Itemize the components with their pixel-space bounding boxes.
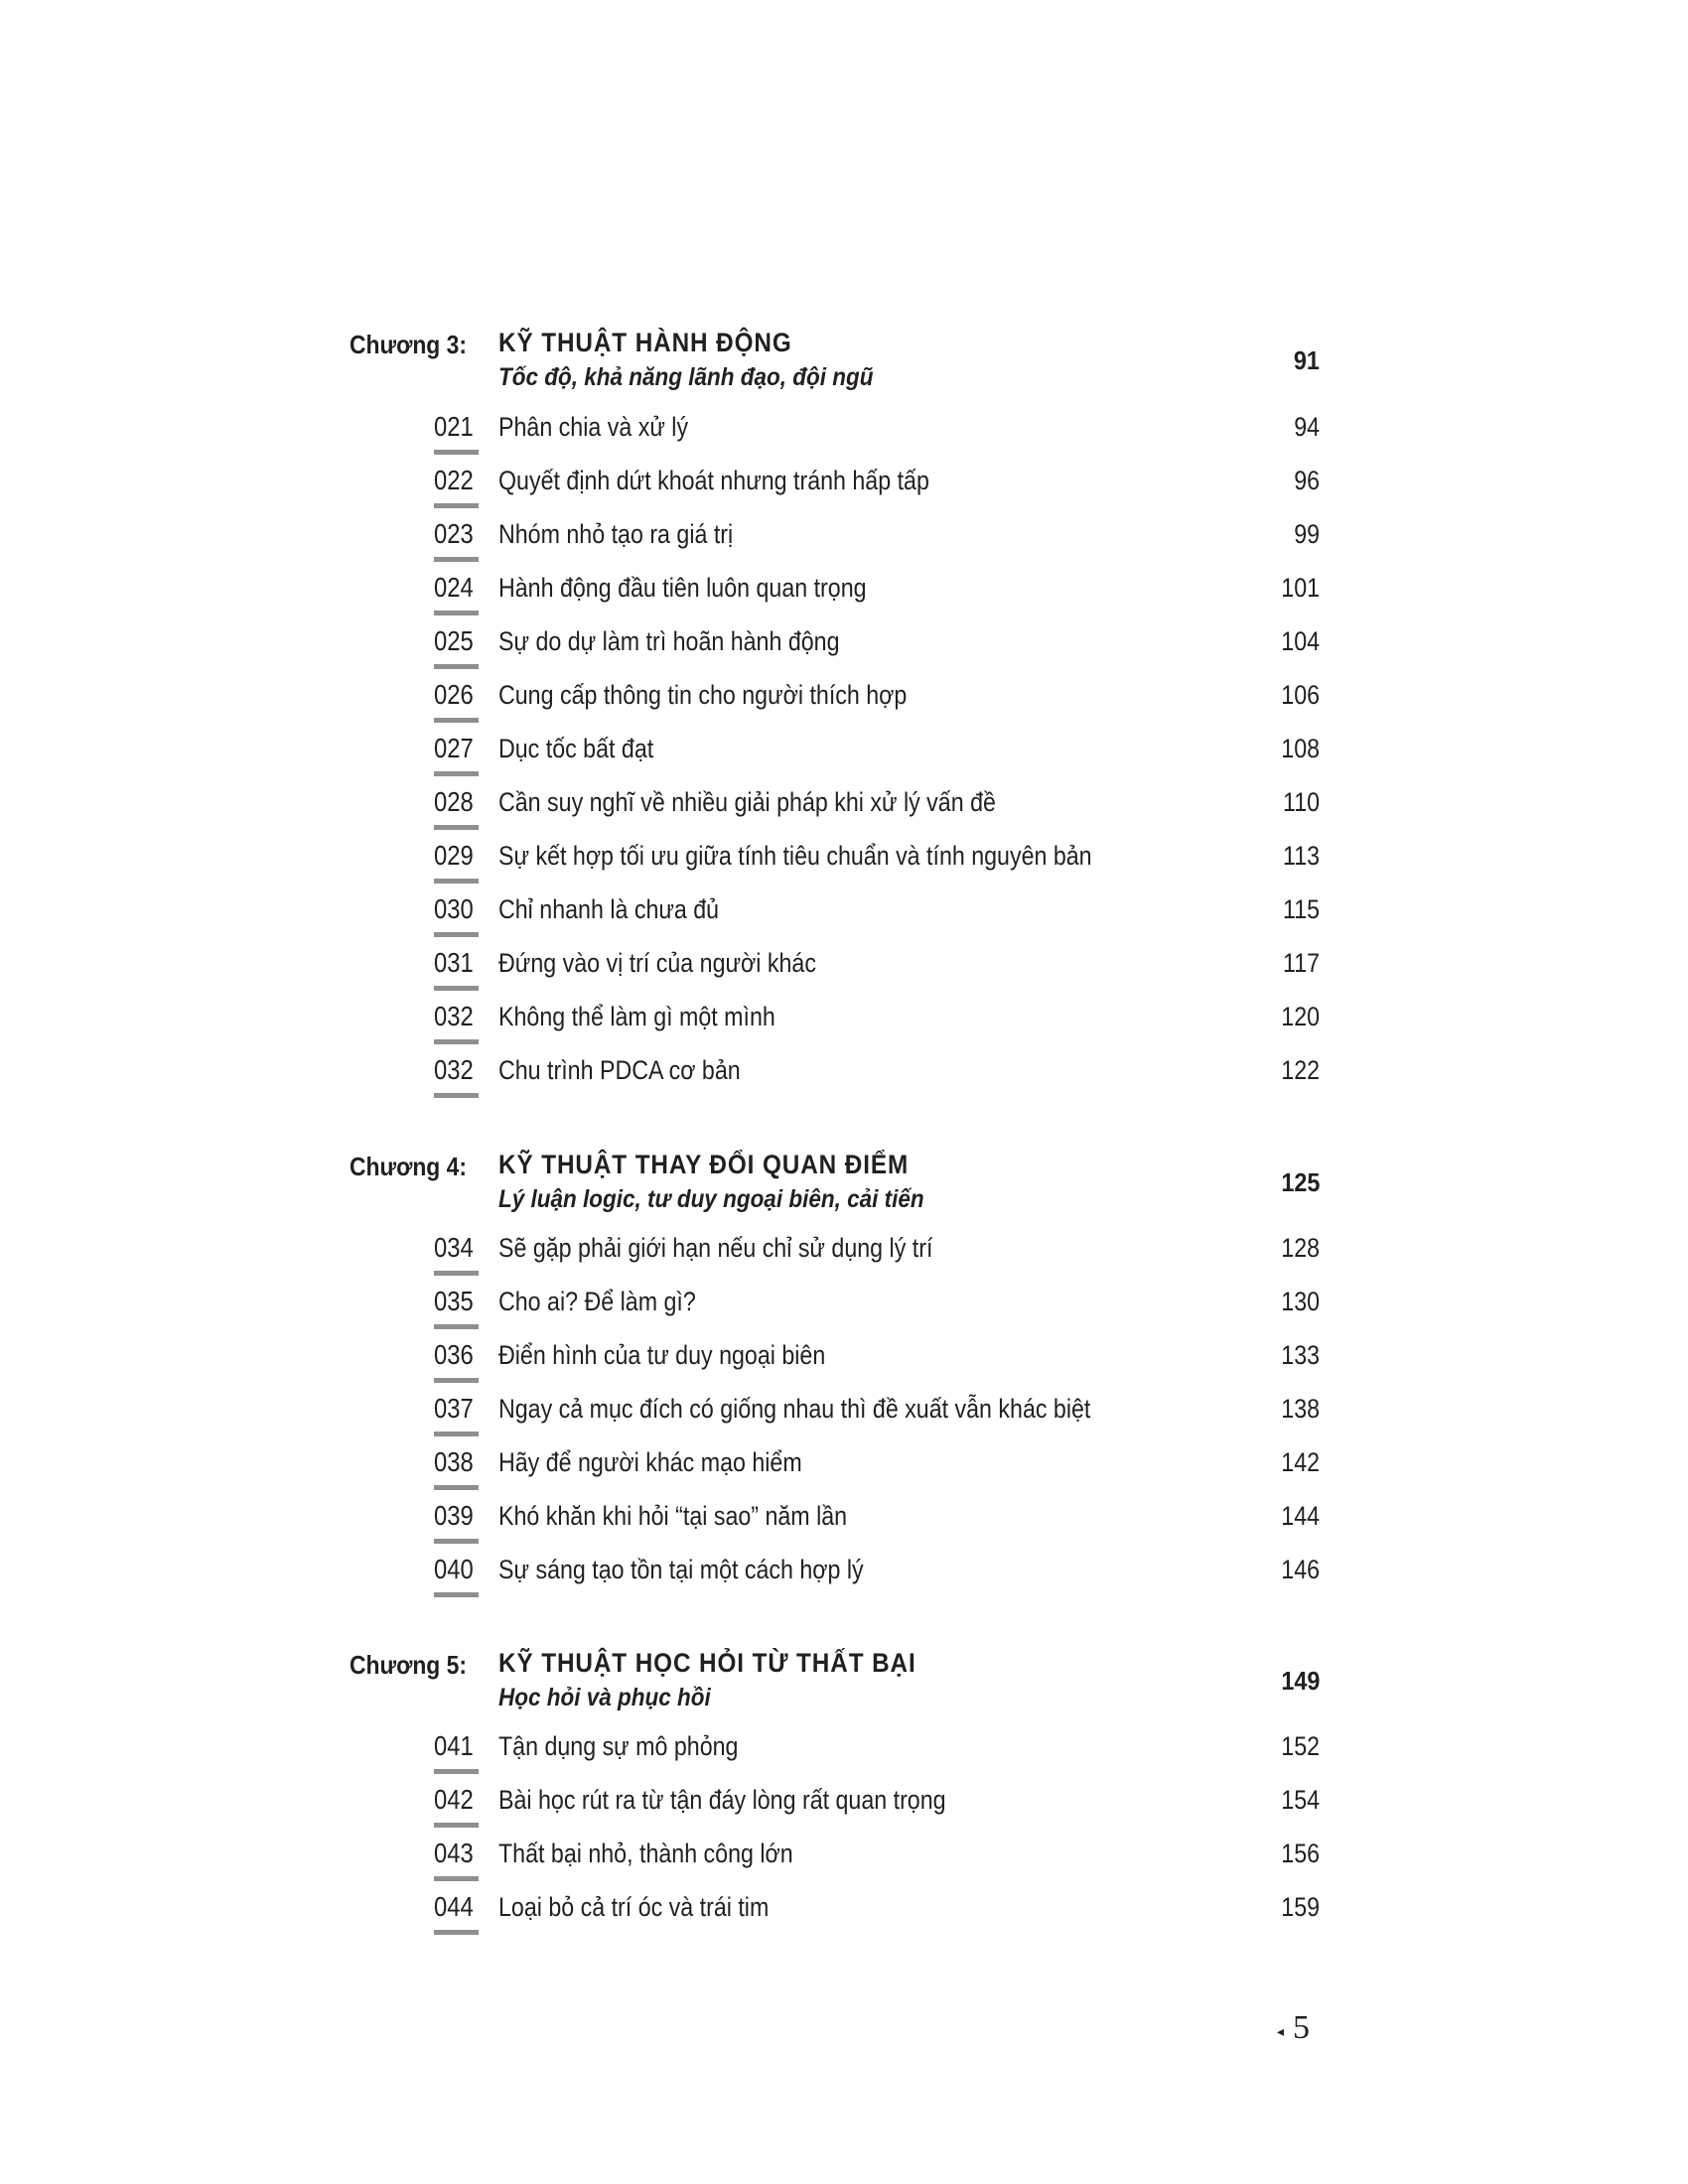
entry-underline bbox=[434, 1485, 479, 1490]
toc-entry bbox=[0, 1231, 1688, 1281]
entry-underline bbox=[434, 986, 479, 991]
entry-number: 031 bbox=[434, 947, 474, 978]
entry-title: Chỉ nhanh là chưa đủ bbox=[498, 894, 720, 924]
chapter-subtitle: Tốc độ, khả năng lãnh đạo, đội ngũ bbox=[498, 363, 874, 391]
entry-page: 144 bbox=[1281, 1501, 1320, 1531]
entry-underline bbox=[434, 1876, 479, 1881]
toc-entry bbox=[0, 1285, 1688, 1334]
entry-title: Chu trình PDCA cơ bản bbox=[498, 1055, 741, 1085]
entry-title: Sự do dự làm trì hoãn hành động bbox=[498, 626, 840, 656]
entry-page: 142 bbox=[1281, 1447, 1320, 1477]
chapter-subtitle: Học hỏi và phục hồi bbox=[498, 1684, 711, 1711]
entry-page: 130 bbox=[1281, 1287, 1320, 1316]
entry-number: 029 bbox=[434, 840, 474, 871]
entry-underline bbox=[434, 503, 479, 508]
entry-underline bbox=[434, 611, 479, 615]
entry-title: Khó khăn khi hỏi “tại sao” năm lần bbox=[498, 1501, 848, 1531]
entry-title: Bài học rút ra từ tận đáy lòng rất quan trọng bbox=[498, 1785, 946, 1815]
entry-page: 159 bbox=[1281, 1892, 1320, 1922]
entry-page: 120 bbox=[1281, 1002, 1320, 1031]
entry-underline bbox=[434, 1039, 479, 1044]
entry-page: 146 bbox=[1281, 1555, 1320, 1584]
toc-entry bbox=[0, 1553, 1688, 1602]
entry-underline bbox=[434, 1271, 479, 1276]
entry-number: 024 bbox=[434, 572, 474, 603]
entry-underline bbox=[434, 1324, 479, 1329]
chapter-heading bbox=[0, 1646, 1688, 1725]
toc-entry bbox=[0, 1837, 1688, 1886]
entry-underline bbox=[434, 1378, 479, 1383]
entry-underline bbox=[434, 1930, 479, 1935]
entry-page: 101 bbox=[1281, 573, 1320, 603]
entry-number: 028 bbox=[434, 786, 474, 817]
entry-number: 036 bbox=[434, 1339, 474, 1370]
entry-title: Sự kết hợp tối ưu giữa tính tiêu chuẩn và tính nguyên bản bbox=[498, 841, 1092, 871]
entry-title: Tận dụng sự mô phỏng bbox=[498, 1731, 739, 1761]
entry-number: 022 bbox=[434, 465, 474, 495]
toc-entry bbox=[0, 785, 1688, 835]
toc-entry bbox=[0, 678, 1688, 728]
entry-number: 044 bbox=[434, 1891, 474, 1922]
entry-title: Hành động đầu tiên luôn quan trọng bbox=[498, 573, 867, 603]
entry-underline bbox=[434, 557, 479, 562]
entry-underline bbox=[434, 932, 479, 937]
entry-underline bbox=[434, 664, 479, 669]
entry-number: 021 bbox=[434, 411, 474, 442]
entry-title: Cho ai? Để làm gì? bbox=[498, 1287, 696, 1316]
toc-entry bbox=[0, 1392, 1688, 1441]
entry-number: 040 bbox=[434, 1554, 474, 1584]
chapter-title: KỸ THUẬT HÀNH ĐỘNG bbox=[498, 328, 792, 357]
page-marker-icon: ◂ bbox=[1277, 2023, 1285, 2039]
entry-number: 026 bbox=[434, 679, 474, 710]
toc-entry bbox=[0, 1783, 1688, 1833]
entry-page: 152 bbox=[1281, 1731, 1320, 1761]
entry-title: Sẽ gặp phải giới hạn nếu chỉ sử dụng lý trí bbox=[498, 1233, 933, 1263]
entry-page: 156 bbox=[1281, 1839, 1320, 1868]
entry-title: Hãy để người khác mạo hiểm bbox=[498, 1447, 802, 1477]
entry-number: 038 bbox=[434, 1446, 474, 1477]
entry-page: 108 bbox=[1281, 734, 1320, 763]
chapter-title: KỸ THUẬT HỌC HỎI TỪ THẤT BẠI bbox=[498, 1648, 916, 1678]
entry-page: 96 bbox=[1294, 466, 1320, 495]
toc-entry bbox=[0, 1053, 1688, 1103]
entry-number: 032 bbox=[434, 1001, 474, 1031]
entry-underline bbox=[434, 450, 479, 455]
toc-entry bbox=[0, 1729, 1688, 1779]
entry-underline bbox=[434, 825, 479, 830]
toc-entry bbox=[0, 1890, 1688, 1940]
toc-entry bbox=[0, 571, 1688, 620]
entry-page: 99 bbox=[1294, 519, 1320, 549]
entry-page: 128 bbox=[1281, 1233, 1320, 1263]
entry-title: Sự sáng tạo tồn tại một cách hợp lý bbox=[498, 1555, 864, 1584]
entry-page: 117 bbox=[1282, 948, 1320, 978]
entry-title: Ngay cả mục đích có giống nhau thì đề xuất vẫn khác biệt bbox=[498, 1394, 1091, 1424]
entry-number: 034 bbox=[434, 1232, 474, 1263]
entry-page: 122 bbox=[1281, 1055, 1320, 1085]
entry-page: 138 bbox=[1281, 1394, 1320, 1424]
entry-title: Thất bại nhỏ, thành công lớn bbox=[498, 1839, 793, 1868]
entry-underline bbox=[434, 1823, 479, 1828]
toc-entry bbox=[0, 892, 1688, 942]
chapter-page: 91 bbox=[1293, 345, 1320, 375]
chapter-page: 149 bbox=[1280, 1666, 1320, 1696]
chapter-page: 125 bbox=[1280, 1167, 1320, 1197]
entry-underline bbox=[434, 718, 479, 723]
chapter-label: Chương 3: bbox=[350, 330, 467, 359]
chapter-subtitle: Lý luận logic, tư duy ngoại biên, cải tiến bbox=[498, 1185, 924, 1213]
entry-page: 154 bbox=[1281, 1785, 1320, 1815]
entry-page: 110 bbox=[1282, 787, 1320, 817]
entry-underline bbox=[434, 1592, 479, 1597]
entry-page: 106 bbox=[1281, 680, 1320, 710]
entry-number: 027 bbox=[434, 733, 474, 763]
entry-number: 042 bbox=[434, 1784, 474, 1815]
toc-entry bbox=[0, 1499, 1688, 1549]
toc-entry bbox=[0, 1445, 1688, 1495]
entry-number: 032 bbox=[434, 1054, 474, 1085]
entry-number: 041 bbox=[434, 1730, 474, 1761]
entry-underline bbox=[434, 1432, 479, 1436]
entry-underline bbox=[434, 1539, 479, 1544]
entry-underline bbox=[434, 771, 479, 776]
chapter-title: KỸ THUẬT THAY ĐỔI QUAN ĐIỂM bbox=[498, 1150, 910, 1179]
entry-underline bbox=[434, 879, 479, 884]
entry-number: 037 bbox=[434, 1393, 474, 1424]
entry-title: Nhóm nhỏ tạo ra giá trị bbox=[498, 519, 734, 549]
entry-page: 94 bbox=[1294, 412, 1320, 442]
toc-entry bbox=[0, 517, 1688, 567]
entry-number: 039 bbox=[434, 1500, 474, 1531]
entry-number: 023 bbox=[434, 518, 474, 549]
toc-entry bbox=[0, 946, 1688, 996]
entry-underline bbox=[434, 1093, 479, 1098]
entry-title: Điển hình của tư duy ngoại biên bbox=[498, 1340, 826, 1370]
entry-title: Loại bỏ cả trí óc và trái tim bbox=[498, 1892, 770, 1922]
chapter-label: Chương 4: bbox=[350, 1152, 467, 1181]
entry-title: Cần suy nghĩ về nhiều giải pháp khi xử lý vấn đề bbox=[498, 787, 996, 817]
entry-page: 133 bbox=[1281, 1340, 1320, 1370]
entry-underline bbox=[434, 1769, 479, 1774]
entry-page: 104 bbox=[1281, 626, 1320, 656]
entry-title: Không thể làm gì một mình bbox=[498, 1002, 775, 1031]
entry-number: 030 bbox=[434, 893, 474, 924]
entry-title: Quyết định dứt khoát nhưng tránh hấp tấp bbox=[498, 466, 929, 495]
entry-number: 035 bbox=[434, 1286, 474, 1316]
chapter-heading bbox=[0, 1148, 1688, 1227]
page-number: 5 bbox=[1293, 2009, 1310, 2046]
toc-entry bbox=[0, 1338, 1688, 1388]
toc-entry bbox=[0, 1000, 1688, 1049]
entry-title: Đứng vào vị trí của người khác bbox=[498, 948, 816, 978]
toc-entry bbox=[0, 410, 1688, 460]
toc-entry bbox=[0, 839, 1688, 888]
entry-title: Cung cấp thông tin cho người thích hợp bbox=[498, 680, 908, 710]
entry-number: 043 bbox=[434, 1838, 474, 1868]
entry-number: 025 bbox=[434, 625, 474, 656]
chapter-label: Chương 5: bbox=[350, 1650, 467, 1680]
toc-entry bbox=[0, 732, 1688, 781]
toc-entry bbox=[0, 464, 1688, 513]
toc-entry bbox=[0, 624, 1688, 674]
chapter-heading bbox=[0, 326, 1688, 405]
entry-page: 113 bbox=[1282, 841, 1320, 871]
entry-title: Dục tốc bất đạt bbox=[498, 734, 654, 763]
entry-title: Phân chia và xử lý bbox=[498, 412, 689, 442]
entry-page: 115 bbox=[1282, 894, 1320, 924]
